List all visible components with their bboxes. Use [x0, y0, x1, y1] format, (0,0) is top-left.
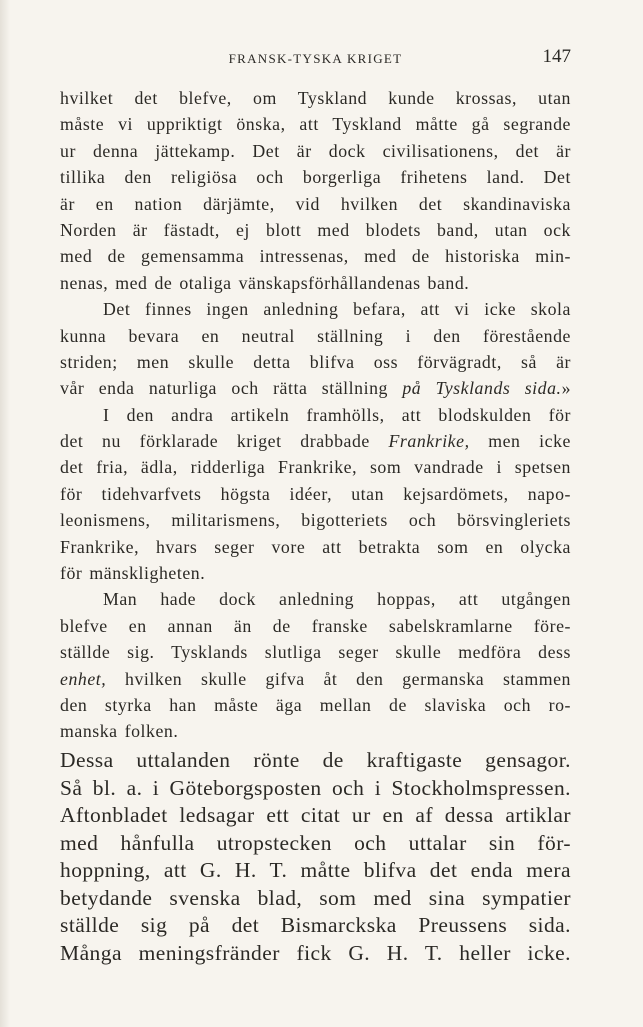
- page-edge-shadow: [0, 0, 10, 1027]
- text-line: Det finnes ingen anledning befara, att vi icke skola: [103, 299, 571, 320]
- text-line: den styrka han måste äga mellan de slaviska och ro-: [60, 694, 571, 715]
- text-line: manska folken.: [60, 721, 179, 742]
- body-text-block-large: [60, 747, 571, 967]
- text-line: nenas, med de otaliga vänskapsförhållandenas band.: [60, 272, 470, 293]
- text-line: tillika den religiösa och borgerliga frihetens land. Det: [60, 167, 571, 188]
- text-line: med de gemensamma intressenas, med de historiska min-: [60, 246, 571, 267]
- text-line: hvilket det blefve, om Tyskland kunde krossas, utan: [60, 88, 571, 108]
- text-line: kunna bevara en neutral ställning i den förestående: [60, 325, 571, 346]
- text-line: Aftonbladet ledsagar ett citat ur en af dessa artiklar: [60, 803, 571, 827]
- text-line: ställde sig på det Bismarckska Preussens sida.: [60, 913, 571, 937]
- text-line: ur denna jättekamp. Det är dock civilisationens, det är: [60, 140, 571, 161]
- text-line: med hånfulla utropstecken och uttalar sin för-: [60, 830, 571, 855]
- text-line: det nu förklarade kriget drabbade Frankrike, men icke: [60, 431, 571, 452]
- text-line: Dessa uttalanden rönte de kraftigaste gensagor.: [60, 748, 571, 772]
- text-line: blefve en annan än de franske sabelskramlarne före-: [60, 615, 571, 636]
- text-line: betydande svenska blad, som med sina sympatier: [60, 885, 571, 910]
- body-text-block: [60, 85, 571, 745]
- text-line: enhet, hvilken skulle gifva åt den germanska stammen: [60, 668, 571, 689]
- text-line: vår enda naturliga och rätta ställning på Tysklands sida.»: [60, 378, 572, 399]
- page-number: 147: [542, 46, 571, 67]
- text-line: hoppning, att G. H. T. måtte blifva det enda mera: [60, 858, 571, 882]
- text-line: för tidehvarfvets högsta idéer, utan kejsardömets, napo-: [60, 483, 571, 504]
- text-line: för mänskligheten.: [60, 563, 206, 584]
- text-line: måste vi uppriktigt önska, att Tyskland måtte gå segrande: [60, 114, 571, 135]
- text-line: striden; men skulle detta blifva oss förvägradt, så är: [60, 351, 571, 372]
- text-line: leonismens, militarismens, bigotteriets och börsvingleriets: [60, 510, 571, 531]
- text-line: Många meningsfränder fick G. H. T. heller icke.: [60, 940, 571, 965]
- text-line: Frankrike, hvars seger vore att betrakta som en olycka: [60, 536, 571, 557]
- running-head-title: FRANSK-TYSKA KRIGET: [228, 51, 403, 66]
- text-line: ställde sig. Tysklands slutliga seger skulle medföra dess: [60, 642, 571, 663]
- text-line: det fria, ädla, ridderliga Frankrike, som vandrade i spetsen: [60, 457, 571, 478]
- text-line: I den andra artikeln framhölls, att blodskulden för: [103, 404, 571, 425]
- text-line: Så bl. a. i Göteborgsposten och i Stockholmspressen.: [60, 775, 571, 800]
- text-line: Man hade dock anledning hoppas, att utgången: [103, 589, 571, 610]
- running-head: [60, 46, 571, 72]
- text-line: är en nation därjämte, vid hvilken det skandinaviska: [60, 193, 571, 214]
- text-line: Norden är fästadt, ej blott med blodets band, utan ock: [60, 219, 571, 240]
